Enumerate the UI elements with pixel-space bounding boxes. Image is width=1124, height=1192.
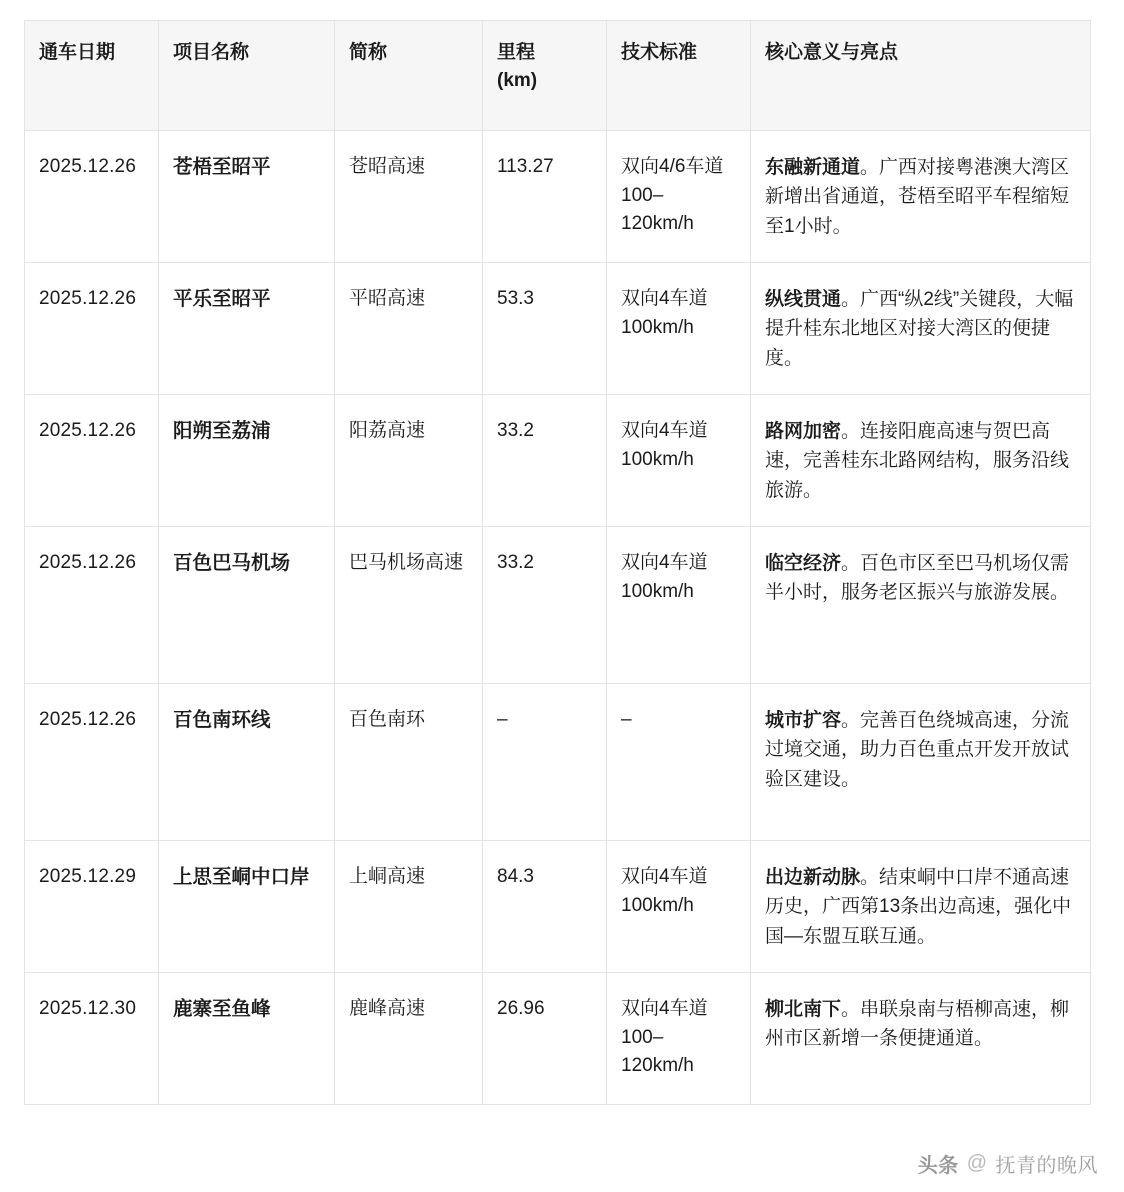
table-row [25,527,1091,684]
column-header-technical-standard: 技术标准 [607,21,751,131]
watermark-separator: @ [966,1152,988,1174]
cell-mileage: 33.2 [483,395,607,527]
cell-significance [751,131,1091,263]
cell-technical-standard: 双向4/6车道 100–120km/h [607,131,751,263]
significance-body: 。连接阳鹿高速与贺巴高速，完善桂东北路网结构，服务沿线旅游。 [765,421,1070,501]
cell-significance [751,263,1091,395]
cell-technical-standard: 双向4车道 100–120km/h [607,973,751,1105]
table-header-row [25,21,1091,131]
watermark-username: 抚青的晚风 [995,1155,1098,1177]
cell-project-name: 鹿寨至鱼峰 [159,973,335,1105]
watermark-logo: 头条 [917,1155,959,1177]
significance-body: 。广西“纵2线”关键段，大幅提升桂东北地区对接大湾区的便捷度。 [765,289,1074,369]
table-row [25,973,1091,1105]
cell-significance [751,841,1091,973]
significance-body: 。百色市区至巴马机场仅需半小时，服务老区振兴与旅游发展。 [765,553,1070,604]
cell-date: 2025.12.26 [25,395,159,527]
cell-project-name: 百色南环线 [159,684,335,841]
cell-significance [751,684,1091,841]
cell-date: 2025.12.26 [25,527,159,684]
table-row [25,841,1091,973]
cell-short-name: 苍昭高速 [335,131,483,263]
cell-project-name: 平乐至昭平 [159,263,335,395]
cell-short-name: 上峒高速 [335,841,483,973]
cell-significance [751,973,1091,1105]
cell-project-name: 苍梧至昭平 [159,131,335,263]
cell-short-name: 鹿峰高速 [335,973,483,1105]
column-header-short-name: 简称 [335,21,483,131]
cell-date: 2025.12.26 [25,684,159,841]
column-header-significance: 核心意义与亮点 [751,21,1091,131]
cell-project-name: 阳朔至荔浦 [159,395,335,527]
cell-technical-standard: 双向4车道 100km/h [607,263,751,395]
significance-lead: 临空经济 [765,553,842,574]
table-row [25,263,1091,395]
table-row [25,684,1091,841]
significance-lead: 出边新动脉 [765,867,861,888]
cell-technical-standard: 双向4车道 100km/h [607,527,751,684]
cell-mileage: – [483,684,607,841]
cell-date: 2025.12.26 [25,131,159,263]
significance-lead: 路网加密 [765,421,842,442]
cell-mileage: 33.2 [483,527,607,684]
column-header-mileage [483,21,607,131]
cell-mileage: 26.96 [483,973,607,1105]
significance-lead: 纵线贯通 [765,289,842,310]
cell-short-name: 阳荔高速 [335,395,483,527]
significance-lead: 柳北南下 [765,999,842,1020]
significance-body: 。完善百色绕城高速，分流过境交通，助力百色重点开发开放试验区建设。 [765,710,1070,790]
table-body [25,131,1091,1105]
cell-date: 2025.12.30 [25,973,159,1105]
cell-short-name: 平昭高速 [335,263,483,395]
cell-technical-standard: – [607,684,751,841]
cell-short-name: 巴马机场高速 [335,527,483,684]
cell-mileage: 113.27 [483,131,607,263]
table-row [25,131,1091,263]
column-header-date: 通车日期 [25,21,159,131]
watermark [918,1149,1098,1178]
cell-date: 2025.12.29 [25,841,159,973]
cell-mileage: 53.3 [483,263,607,395]
table-header [25,21,1091,131]
cell-significance [751,395,1091,527]
cell-project-name: 百色巴马机场 [159,527,335,684]
cell-short-name: 百色南环 [335,684,483,841]
significance-lead: 城市扩容 [765,710,842,731]
cell-significance [751,527,1091,684]
table-row [25,395,1091,527]
significance-lead: 东融新通道 [765,157,861,178]
cell-mileage: 84.3 [483,841,607,973]
significance-body: 。串联泉南与梧柳高速，柳州市区新增一条便捷通道。 [765,999,1070,1050]
significance-body: 。结束峒中口岸不通高速历史，广西第13条出边高速，强化中国—东盟互联互通。 [765,867,1072,947]
cell-project-name: 上思至峒中口岸 [159,841,335,973]
cell-technical-standard: 双向4车道 100km/h [607,395,751,527]
highway-opening-table [24,20,1091,1105]
significance-body: 。广西对接粤港澳大湾区新增出省通道，苍梧至昭平车程缩短至1小时。 [765,157,1070,237]
column-header-mileage-line2: (km) [497,69,538,91]
column-header-mileage-line1: 里程 [497,42,536,63]
cell-date: 2025.12.26 [25,263,159,395]
cell-technical-standard: 双向4车道 100km/h [607,841,751,973]
column-header-project-name: 项目名称 [159,21,335,131]
